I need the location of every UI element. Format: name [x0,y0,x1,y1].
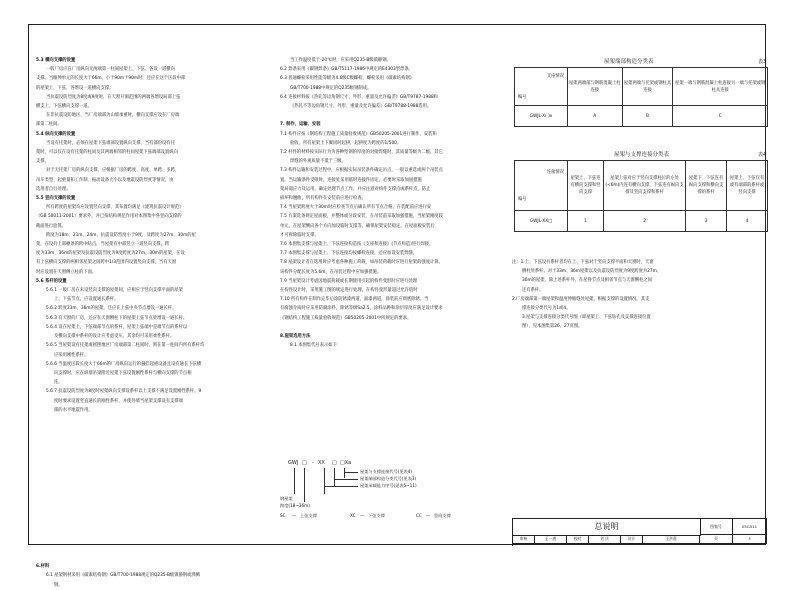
text-line: 《热轧不等边角钢尺寸、外形、重量及允许偏差》GB/T9788-1988选用。 [290,104,432,110]
drawing-title: 总说明 [513,519,701,536]
notes-column [512,258,774,332]
text-line: 有腐蚀介质时应采用防腐涂料，除锈等级Sa2.5，涂料品种和涂层厚度应满足设计要求 [280,306,443,312]
text-line: 部第二柱间。 [36,122,62,128]
leader-line [324,468,325,494]
legend-right-label-3: 屋架承载能力序号(见表5~11) [360,483,417,488]
text-line: 30m的屋架，除上述系杆外，在屋脊节点及相邻节点与天窗侧柱之间 [522,278,652,284]
text-line: 6.3 普通螺栓采用性能等级为4.6级C级螺栓，螺栓采用《碳素结构钢》 [280,76,415,82]
text-line: 度时要求设置竖直通长的刚性系杆，并使外墙当屋架支撑设有支撑端 [54,398,183,404]
text-line: 当工作温度低于-20℃时，应采用Q235-B级镇静钢。 [290,58,391,63]
text-line: GB/T700-1988中规定的Q235级钢制成。 [290,85,372,91]
table3-corner [515,68,568,106]
review-label: 审核 [513,535,535,544]
text-line: 5.6.2 跨度33m、36m的屋架，还应在上弦中央节点增设一通长杆。 [46,306,177,312]
text-line: 5.5 竖向支撑的设置 [36,196,76,202]
code-xx: XX [318,460,325,466]
text-line: 6.1 屋架钢材采用《碳素结构钢》GB/T700-1988规定的Q235-B级镇静钢或沸腾 [46,573,200,579]
table4-value-3: 3 [686,211,727,232]
text-line [36,544,268,553]
table3-header-b: 屋架两端与托架或钢柱具连接 [622,68,673,106]
text-line [36,424,268,433]
legend-left-label-1: 钢屋架 [280,496,293,501]
leader-line [324,486,358,487]
table4-row-label: GWJL-XX□ [515,211,568,232]
text-line: 5.3 横向支撑的设置 [36,58,76,63]
text-line [36,452,268,461]
text-line: 及横向支撑中系杆的设计应考虑受压，其余均可采用柔性系杆。 [54,334,175,340]
text-line: 7.8 屋架设计者在选用时应考虑各种施工荷载，如吊装荷载时应进行屋架的强度计算。 [280,260,443,266]
text-line: 跨度为18m、21m、24m，抗震设防烈度小于9度，及跨度为27m、30m的屋 [46,232,196,238]
text-line: 架局部应力及运用，确定处理节点工作，并应注意对构件支撑点或系杆点，防止 [280,186,431,192]
table3-row-label: GWJL-X( )x [515,106,568,127]
page-number: 3 [733,535,767,544]
text-line [36,553,268,562]
text-line: 向支撑时，应在纵墙吊梁附近屋架下弦设置刚性系杆与横向支撑的节点相 [54,370,192,376]
text-line: 时应设置在天窗侧立柱的下面。 [36,269,97,275]
legend-left-label-2: 跨度(18~36m) [280,503,310,508]
legend-bottom-dash: — [292,513,297,518]
legend-bottom-code-2: XC [350,513,356,518]
text-line: 度为33m、36m的屋架及抗震设防烈度为9度跨度为27m、30m的屋架，在设 [36,251,185,257]
legend-bottom-desc-1: 上弦支撑 [300,513,317,518]
text-line: 才可拆除临时支撑。 [280,232,319,238]
code-hs: □Xa [340,460,352,466]
text-line: 5.6 系杆的设置 [36,278,67,284]
page-label: 页 [700,535,733,544]
table4-corner-bottom: 编号 [518,196,527,202]
text-line [36,479,268,488]
text-line: 该构件分配长度为5.6m，在吊装过程中应加强措施。 [280,269,382,275]
text-line [36,507,268,516]
table3-value-c: C [673,106,768,127]
atlas-label: 图集号 [700,519,733,535]
leader-line [344,468,345,478]
text-line: 选用者自行处理。 [36,186,71,192]
text-line: 架，在设有上部檩条的跨中结点，当屋架有中部竖立一道竖向支撑，跨 [36,242,170,248]
title-block [512,518,767,546]
table4-header-2: 屋架上弦对应于竖向支撑柱位的左处(<6m)内连有横向支撑，下弦连有纵向支撑及竖向支撑和系杆 [604,161,686,211]
text-line: 7.9 当屋架设计考虑因地震荷载或长期使用引起的构件变形时应进行处理 [280,278,418,284]
table4-value-4: 4 [727,211,768,232]
text-line: 单元，在屋架侧向各个方向加设临时支撑等，确保屋架安装稳定，在屋面板安装后 [280,223,435,229]
text-line: 7. 制作、运输、安装 [280,122,321,128]
text-line: 钢。 [54,582,63,588]
text-line: 还有系杆。 [522,287,544,293]
spec-column-2 [280,56,510,351]
code-mid: □ [302,460,307,466]
table4 [514,160,768,232]
text-line: 验收，所有屋架上下翼同时起拱，起拱度为跨度的1/500。 [290,140,402,146]
leader-line [344,472,358,473]
legend-bottom-desc-3: 竖向支撑 [434,513,451,518]
text-line [280,323,510,332]
designer-name: 王洪嘉 [643,535,700,544]
text-line: 注：1.上、下弦设有系杆者均在上、下弦对于竖向支撑平面和天窗时，天窗 [512,260,654,265]
leader-line [334,468,335,486]
table4-title: 屋架与支撑连接分类表 [614,152,670,158]
text-line: 图），见本图集第26、27页图。 [522,324,583,330]
text-line: 6.2 焊条采用《碳钢焊条》GB/T5117-1986中规定的E4303型焊条。 [280,67,413,73]
legend-right-label-1: 屋架与支撑连接代号(见表4) [360,469,412,474]
leader-line [294,468,295,494]
text-line: 《钢结构工程施工质量验收规范》GB50205-2001中所规定的要求。 [280,315,412,321]
code-main: GWJ [288,460,299,466]
text-line: 部的水平地震作用。 [54,407,93,413]
check-label: 校对 [567,535,589,544]
text-line: 上、下弦节点，应设置通长系杆。 [54,297,119,303]
legend-bottom-code-1: SC [280,513,286,518]
text-line: 7.5 方案选条规定屋面板，并整体或分段安装，在吊装前采取加强措施，当屋架刚度较 [280,214,443,220]
table3-value-b: B [622,106,673,127]
text-line: 支撑。当缩伸单元的长度大于66m、小于90m于90m时，还应在这个区段中部 [36,76,186,82]
table3-header-a: 屋架两端部与钢筋混凝土柱连接 [568,68,623,106]
spec-column-1 [36,56,268,590]
reviewer-name: 王一唐 [535,535,567,544]
text-line [36,525,268,534]
text-line: 5.6.7 抗震设防烈度为8度时屋架纵向支撑设系杆以上支撑不满足设置刚性系杆，9 [46,389,202,395]
legend-bottom-desc-2: 下弦支撑 [368,513,385,518]
table3 [514,67,768,127]
text-line: 8.屋架选用方法 [280,334,311,340]
text-line: 6.4 连接材料按《热轧等边角钢尺寸、外形、重量及允许偏差》GB/T9787-1988和 [280,94,438,100]
text-line: 侧柱处系杆。对于33m、36m屋架以及抗震设防烈度为9度跨度为27m、 [522,269,662,275]
code-legend [280,460,510,540]
leader-line [304,468,305,502]
text-line: 7.2 杆件的材料按实际行为为各种型钢的厚度的对接焊缝时，其质量等级为二级，其它 [280,150,443,156]
table4-header-1: 屋架上、下弦连有横向支撑和竖向支撑 [568,161,604,211]
leader-line [334,479,358,480]
text-line: 7.10 所有构件在制作完毕后涂防锈漆两道，面漆两道，涂装前应彻底除锈；当 [280,297,429,303]
text-line: 撑连接分类代号为1或4。 [522,306,571,312]
text-line: 7.1 构件应按《钢结构工程施工质量验收规范》GB50205-2001进行制作、安装和 [280,131,437,137]
text-line: 8.1 本图集代号表示如下： [290,343,342,349]
table4-corner-top: 连接情况 [546,169,564,175]
text-line: 5.6.6 当温度区段长度大于66m的厂房纵向运行的悬挂起重设备且设有通长下弦横 [46,361,202,367]
text-line: 横支上、下弦横向支撑一道。 [36,104,92,110]
text-line: 的屋架上、下弦，各增设一道横向支撑。 [36,85,114,91]
text-line: 置。当运输条件受限时，连接处采用临时连接件固定，必要时采取加固措施 [280,177,422,183]
table4-corner [515,161,568,211]
legend-bottom-dash: — [426,513,431,518]
text-line: 5.6.4 设在屋架上、下弦端部节点的系杆，屋架上弦端中是端节点的系杆以 [46,324,188,330]
table3-header-c: 屋架一端与钢筋混凝土柱连接另一端与托架或钢柱具连接 [673,68,768,106]
text-line: 损坏和翘曲，所有构件在安装前应进行检查。 [280,196,366,202]
design-label: 设计 [621,535,643,544]
text-line: 连。 [54,380,63,386]
legend-bottom-dash: — [360,513,365,518]
text-line: 在构件设计时，采用施工图的规定进行处理，在构件变形量超过允许值时 [280,288,418,294]
text-line: 2.厂房端部第一端屋架和温度伸缩缝处屋架，根据支撑的设置情况，其支 [512,296,650,302]
table3-number: 表3 [758,59,767,65]
text-line: 一般厂房应在厂房纵向无两端第一柱间屋架上、下弦、各设一道横向 [46,67,175,73]
text-line [280,111,510,120]
text-line [36,433,268,442]
checker-name: 刘 庆 [589,535,621,544]
text-line: 对于无托架厂房的纵向支撑，应根据厂房的跨度、高度、单跨、多跨、 [46,168,180,174]
text-line: 在非抗震设防地区，当厂房端部为山墙承重时，横向支撑应设在厂房端 [46,113,180,119]
text-line: 7.4 当屋架跨度大于30m时应检查节点后确认所有节点合格，在装配前应进行安 [280,205,432,211]
text-line: 架时，可以仅在设有托架的柱间及其两端相邻的柱间屋架下弦端部设置纵向 [36,150,178,156]
text-line: 5.6.3 有天窗的厂房，还应在天窗侧柱下的屋架上弦节点处增设一通长杆。 [46,315,188,321]
text-line: 支撑。 [36,159,49,165]
text-line: 应采用刚性系杆。 [54,352,89,358]
text-line: 5.6.5 当屋架设有托架或摇摆地区厂房端部第二柱间时，则在第一柱间内所有系杆均 [46,343,205,349]
text-line [36,516,268,525]
legend-right-label-2: 屋架端部构造分类代号(见表3) [360,476,417,481]
table3-title: 屋架端部构造分类表 [604,59,654,65]
text-line [36,470,268,479]
table4-header-3: 屋架下、下弦连有纵向支撑和横向支撑的系杆 [686,161,727,211]
text-line: 当抗震设防烈度为8度或9度时，在天窗开洞范围的两端各增设局部上弦 [46,94,181,100]
text-line: 7.7 本图集支撑与屋架上、下弦连接均按螺栓连接，还应加设安装焊缝。 [280,251,418,257]
table4-value-1: 1 [568,211,604,232]
table4-header-4: 屋架上、下弦仅有或有端部的系杆或竖向支撑 [727,161,768,211]
table4-value-2: 2 [604,211,686,232]
text-line: 当设有托架时，必须在屋架下弦端部设置纵向支撑，当有部份设有托 [46,140,175,146]
text-line: 3.屋架与支撑连接分类代号图（即屋架上、下弦钻孔及支撑连接位置 [522,315,651,321]
text-line: 所有跨度的屋架均应设置竖向支撑，其布置均满足《建筑抗震设计规范》 [46,205,184,211]
text-line [36,461,268,470]
table4-number: 表4 [758,152,767,158]
text-line: 吊车类型、起重量和工作制、振动设备大小以及地震设防烈度等情况，由 [36,177,174,183]
text-line [36,415,268,424]
text-line: 5.6.1 一般厂房在未设竖向支撑的屋架间，应相应于竖向支撑平面的屋架 [46,288,183,294]
code-dash: - [312,460,314,466]
atlas-number: 05G511 [733,519,767,535]
text-line [36,443,268,452]
text-line [36,498,268,507]
text-line: 6.材料 [36,564,50,570]
text-line: 7.3 构件运输和安装过程中，应根据实际吊装条件确定吊点，一般以重选或两个吊装点 [280,168,443,174]
text-line: 7.6 本图集支撑与屋架上、下弦连接构造按《支座和连接》(节点构造)进行焊接。 [280,242,434,248]
legend-bottom-code-3: CC [416,513,422,518]
text-line: 焊缝的外观质量不低于三级。 [290,159,346,165]
text-line: 截面进行验算。 [36,223,67,229]
text-line: 有上弦横向支撑的两相邻屋架之间跨中1/3范围内设置竖向支撑，当有天窗 [36,260,177,266]
text-line [36,535,268,544]
table3-corner-top: 支座情况 [546,73,564,79]
text-line: 5.4 纵向支撑的设置 [36,131,76,137]
code-series: □ [332,460,337,466]
table3-value-a: A [568,106,623,127]
table3-corner-bottom: 编号 [518,94,527,100]
text-line: （GB 50011-2001）要求外，并已按结构规范作用对本图集中各竖向支撑的 [36,214,182,220]
text-line [36,489,268,498]
